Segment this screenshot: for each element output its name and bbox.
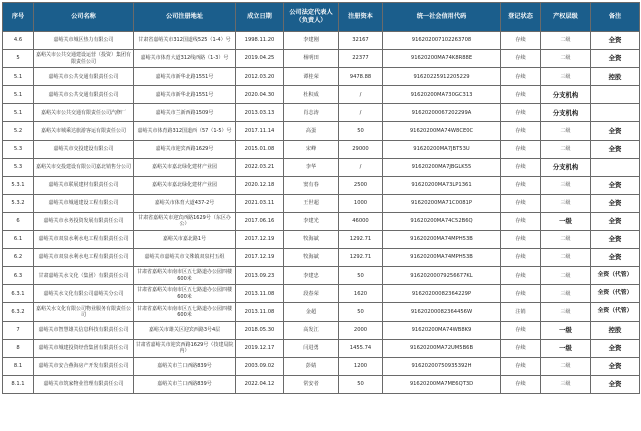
registered-capital-cell: 1000 xyxy=(339,194,383,212)
ownership-level-cell: 一级 xyxy=(541,321,591,339)
legal-representative-cell: 常安者 xyxy=(284,375,339,393)
registration-status-cell: 存续 xyxy=(501,375,541,393)
table-row xyxy=(3,32,640,50)
header-company-name: 公司名称 xyxy=(34,3,134,32)
company-address-cell: 嘉峪关市新华北路1551号 xyxy=(134,86,236,104)
row-index-cell: 6.3 xyxy=(3,267,34,285)
company-name-cell: 嘉峪关市交投建设有限公司嘉北销售分公司 xyxy=(34,158,134,176)
note-cell xyxy=(591,158,640,176)
company-address-cell: 嘉峪关市兰口西路839号 xyxy=(134,357,236,375)
company-address-cell: 甘肃省嘉峪关市312国道线525（1-4）号 xyxy=(134,32,236,50)
founded-date-cell: 2017.06.16 xyxy=(236,212,284,230)
legal-representative-cell: 窦有春 xyxy=(284,176,339,194)
table-row xyxy=(3,267,640,285)
legal-representative-cell: 李建刚 xyxy=(284,32,339,50)
ownership-level-cell: 二级 xyxy=(541,50,591,68)
row-index-cell: 5.3.1 xyxy=(3,176,34,194)
registration-status-cell: 存续 xyxy=(501,104,541,122)
company-name-cell: 嘉峪关市公共交通有限责任公司 xyxy=(34,86,134,104)
row-index-cell: 5.3 xyxy=(3,140,34,158)
founded-date-cell: 2019.04.25 xyxy=(236,50,284,68)
ownership-level-cell: 分支机构 xyxy=(541,86,591,104)
credit-code-cell: 91620200MA74K8R88E xyxy=(383,50,501,68)
founded-date-cell: 2020.04.30 xyxy=(236,86,284,104)
table-header-row xyxy=(3,3,640,32)
registration-status-cell: 注销 xyxy=(501,303,541,321)
credit-code-cell: 91620200MA74W8CE0C xyxy=(383,122,501,140)
company-table xyxy=(2,2,640,394)
legal-representative-cell: 王世超 xyxy=(284,194,339,212)
table-row xyxy=(3,303,640,321)
company-name-cell: 嘉峪关市联展建材有限责任公司 xyxy=(34,176,134,194)
company-address-cell: 甘肃省嘉峪关市迎宾西路1629号（东区办公） xyxy=(134,212,236,230)
table-row xyxy=(3,140,640,158)
row-index-cell: 4.6 xyxy=(3,32,34,50)
credit-code-cell: 91620200MA71C0081P xyxy=(383,194,501,212)
credit-code-cell: 91620200MA74MPH53B xyxy=(383,231,501,249)
note-cell: 全资 xyxy=(591,375,640,393)
ownership-level-cell: 三级 xyxy=(541,375,591,393)
note-cell: 全资 xyxy=(591,194,640,212)
note-cell: 控股 xyxy=(591,321,640,339)
ownership-level-cell: 二级 xyxy=(541,122,591,140)
ownership-level-cell: 二级 xyxy=(541,140,591,158)
registration-status-cell: 存续 xyxy=(501,194,541,212)
company-name-cell: 嘉峪关市公共交通有限责任公司 xyxy=(34,68,134,86)
registration-status-cell: 存续 xyxy=(501,231,541,249)
row-index-cell: 6.3.1 xyxy=(3,285,34,303)
legal-representative-cell: 彭婧 xyxy=(284,357,339,375)
registration-status-cell: 存续 xyxy=(501,357,541,375)
table-row xyxy=(3,104,640,122)
legal-representative-cell: 肖志涛 xyxy=(284,104,339,122)
table-row xyxy=(3,375,640,393)
ownership-level-cell: 二级 xyxy=(541,267,591,285)
note-cell xyxy=(591,104,640,122)
row-index-cell: 6.1 xyxy=(3,231,34,249)
registration-status-cell: 存续 xyxy=(501,339,541,357)
company-address-cell: 嘉峪关市迎宾西路1629号 xyxy=(134,140,236,158)
founded-date-cell: 2013.11.08 xyxy=(236,303,284,321)
founded-date-cell: 2012.03.20 xyxy=(236,68,284,86)
note-cell: 全资 xyxy=(591,32,640,50)
registered-capital-cell: 22377 xyxy=(339,50,383,68)
founded-date-cell: 2021.03.11 xyxy=(236,194,284,212)
note-cell: 全资 xyxy=(591,212,640,230)
registration-status-cell: 存续 xyxy=(501,50,541,68)
company-name-cell: 嘉峪关市城通建设工程有限公司 xyxy=(34,194,134,212)
ownership-level-cell: 分支机构 xyxy=(541,158,591,176)
company-address-cell: 嘉峪关市嘉北路1号 xyxy=(134,231,236,249)
company-name-cell: 嘉峪关水文化有限公司物业服务有限责任公司 xyxy=(34,303,134,321)
founded-date-cell: 2013.11.08 xyxy=(236,285,284,303)
note-cell: 全资 xyxy=(591,249,640,267)
founded-date-cell: 2020.12.18 xyxy=(236,176,284,194)
legal-representative-cell: 段春荣 xyxy=(284,285,339,303)
legal-representative-cell: 杜积成 xyxy=(284,86,339,104)
company-address-cell: 嘉峪关市嘉北绿化建材产业园 xyxy=(134,158,236,176)
registration-status-cell: 存续 xyxy=(501,285,541,303)
credit-code-cell: 91620200079256677KL xyxy=(383,267,501,285)
registration-status-cell: 存续 xyxy=(501,267,541,285)
note-cell: 全资 xyxy=(591,357,640,375)
header-address: 公司注册地址 xyxy=(134,3,236,32)
row-index-cell: 8 xyxy=(3,339,34,357)
legal-representative-cell: 高发江 xyxy=(284,321,339,339)
note-cell: 全资 xyxy=(591,140,640,158)
registration-status-cell: 存续 xyxy=(501,140,541,158)
table-row xyxy=(3,50,640,68)
table-row xyxy=(3,339,640,357)
founded-date-cell: 2022.04.12 xyxy=(236,375,284,393)
legal-representative-cell: 高蛋 xyxy=(284,122,339,140)
founded-date-cell: 2017.11.14 xyxy=(236,122,284,140)
credit-code-cell: 91620225912205229 xyxy=(383,68,501,86)
table-row xyxy=(3,357,640,375)
table-row xyxy=(3,176,640,194)
registration-status-cell: 存续 xyxy=(501,321,541,339)
registered-capital-cell: 1292.71 xyxy=(339,231,383,249)
header-credit-code: 统一社会信用代码 xyxy=(383,3,501,32)
credit-code-cell: 91620200MA73LP1361 xyxy=(383,176,501,194)
row-index-cell: 8.1.1 xyxy=(3,375,34,393)
row-index-cell: 5.2 xyxy=(3,122,34,140)
credit-code-cell: 91620200MA74MPH53B xyxy=(383,249,501,267)
founded-date-cell: 2003.09.02 xyxy=(236,357,284,375)
credit-code-cell: 91620200MA74C52B6Q xyxy=(383,212,501,230)
note-cell: 全资 xyxy=(591,122,640,140)
table-row xyxy=(3,122,640,140)
row-index-cell: 6.2 xyxy=(3,249,34,267)
company-address-cell: 甘肃省嘉峪关市迎宾西路1629号（技建局院内） xyxy=(134,339,236,357)
company-address-cell: 嘉峪关市体育大道437-2号 xyxy=(134,194,236,212)
header-level: 产权层级 xyxy=(541,3,591,32)
row-index-cell: 6 xyxy=(3,212,34,230)
founded-date-cell: 2018.05.30 xyxy=(236,321,284,339)
header-note: 备注 xyxy=(591,3,640,32)
credit-code-cell: 91620200750935392H xyxy=(383,357,501,375)
registered-capital-cell: 29000 xyxy=(339,140,383,158)
legal-representative-cell: 杨明田 xyxy=(284,50,339,68)
credit-code-cell: 91620200MA7ME6QT3D xyxy=(383,375,501,393)
registration-status-cell: 存续 xyxy=(501,158,541,176)
note-cell: 全资 xyxy=(591,231,640,249)
founded-date-cell: 1998.11.20 xyxy=(236,32,284,50)
registered-capital-cell: 50 xyxy=(339,375,383,393)
ownership-level-cell: 三级 xyxy=(541,285,591,303)
company-name-cell: 嘉峪关市城区热力有限公司 xyxy=(34,32,134,50)
company-name-cell: 嘉峪关市城建投资经营集团有限责任公司 xyxy=(34,339,134,357)
note-cell: 控股 xyxy=(591,68,640,86)
note-cell: 全资（代管） xyxy=(591,303,640,321)
registration-status-cell: 存续 xyxy=(501,212,541,230)
header-representative: 公司法定代表人（负责人） xyxy=(284,3,339,32)
company-address-cell: 嘉峪关市体育大道312线西路（1-3）号 xyxy=(134,50,236,68)
ownership-level-cell: 三级 xyxy=(541,176,591,194)
registered-capital-cell: 1620 xyxy=(339,285,383,303)
ownership-level-cell: 一级 xyxy=(541,339,591,357)
legal-representative-cell: 李建光 xyxy=(284,212,339,230)
registered-capital-cell: / xyxy=(339,104,383,122)
registered-capital-cell: 32167 xyxy=(339,32,383,50)
row-index-cell: 8.1 xyxy=(3,357,34,375)
company-address-cell: 嘉峪关市新华北路1551号 xyxy=(134,68,236,86)
ownership-level-cell: 二级 xyxy=(541,231,591,249)
legal-representative-cell: 金超 xyxy=(284,303,339,321)
ownership-level-cell: 三级 xyxy=(541,68,591,86)
note-cell: 全资 xyxy=(591,50,640,68)
company-name-cell: 嘉峪关市交投建设有限公司 xyxy=(34,140,134,158)
credit-code-cell: 91620200082364456W xyxy=(383,303,501,321)
ownership-level-cell: 三级 xyxy=(541,303,591,321)
ownership-level-cell: 二级 xyxy=(541,32,591,50)
registered-capital-cell: 46000 xyxy=(339,212,383,230)
table-row xyxy=(3,321,640,339)
company-name-cell: 嘉峪关市双泉水利水电工程有限责任公司 xyxy=(34,231,134,249)
header-date: 成立日期 xyxy=(236,3,284,32)
legal-representative-cell: 谭桂荣 xyxy=(284,68,339,86)
registered-capital-cell: 1455.74 xyxy=(339,339,383,357)
ownership-level-cell: 三级 xyxy=(541,194,591,212)
table-row xyxy=(3,285,640,303)
company-address-cell: 嘉峪关市雄关区迎宾西路3号4层 xyxy=(134,321,236,339)
table-row xyxy=(3,231,640,249)
row-index-cell: 6.3.2 xyxy=(3,303,34,321)
registered-capital-cell: 2000 xyxy=(339,321,383,339)
legal-representative-cell: 牧海斌 xyxy=(284,231,339,249)
table-row xyxy=(3,249,640,267)
registered-capital-cell: / xyxy=(339,158,383,176)
registration-status-cell: 存续 xyxy=(501,122,541,140)
row-index-cell: 5.3 xyxy=(3,158,34,176)
registered-capital-cell: 50 xyxy=(339,122,383,140)
company-address-cell: 甘肃省嘉峪关市南市区五七路道办公园四楼600米 xyxy=(134,267,236,285)
registered-capital-cell: 50 xyxy=(339,303,383,321)
registered-capital-cell: 1200 xyxy=(339,357,383,375)
table-row xyxy=(3,194,640,212)
ownership-level-cell: 二级 xyxy=(541,357,591,375)
founded-date-cell: 2022.03.21 xyxy=(236,158,284,176)
row-index-cell: 5.1 xyxy=(3,68,34,86)
table-row xyxy=(3,86,640,104)
row-index-cell: 5 xyxy=(3,50,34,68)
legal-representative-cell: 闫进勇 xyxy=(284,339,339,357)
registration-status-cell: 存续 xyxy=(501,86,541,104)
company-name-cell: 嘉峪关市水务投资发展有限责任公司 xyxy=(34,212,134,230)
registration-status-cell: 存续 xyxy=(501,176,541,194)
company-name-cell: 嘉峪关市城乘达旅游客运有限责任公司 xyxy=(34,122,134,140)
founded-date-cell: 2017.12.19 xyxy=(236,231,284,249)
founded-date-cell: 2013.09.23 xyxy=(236,267,284,285)
registration-status-cell: 存续 xyxy=(501,249,541,267)
company-address-cell: 嘉峪关市嘉北绿化建材产业园 xyxy=(134,176,236,194)
credit-code-cell: 91620200067202299A xyxy=(383,104,501,122)
founded-date-cell: 2019.12.17 xyxy=(236,339,284,357)
note-cell xyxy=(591,86,640,104)
founded-date-cell: 2013.03.13 xyxy=(236,104,284,122)
table-row xyxy=(3,158,640,176)
credit-code-cell: 91620200082364229P xyxy=(383,285,501,303)
row-index-cell: 5.1 xyxy=(3,86,34,104)
company-name-cell: 甘肃嘉峪关水文化（集团）有限责任公司 xyxy=(34,267,134,285)
header-capital: 注册资本 xyxy=(339,3,383,32)
legal-representative-cell: 宋峰 xyxy=(284,140,339,158)
company-address-cell: 嘉峪关市兰口西路839号 xyxy=(134,375,236,393)
company-name-cell: 嘉峪关市智慧雄关信息科技有限责任公司 xyxy=(34,321,134,339)
table-row xyxy=(3,212,640,230)
founded-date-cell: 2015.01.08 xyxy=(236,140,284,158)
registration-status-cell: 存续 xyxy=(501,68,541,86)
company-name-cell: 嘉峪关市双泉水利水电工程有限责任公司 xyxy=(34,249,134,267)
legal-representative-cell: 李建忠 xyxy=(284,267,339,285)
registered-capital-cell: 9478.88 xyxy=(339,68,383,86)
row-index-cell: 5.1 xyxy=(3,104,34,122)
company-address-cell: 嘉峪关市体育路312国道西（57（1-5）号 xyxy=(134,122,236,140)
company-name-cell: 嘉峪关市公共交通建设运营（投资）集团有限责任公司 xyxy=(34,50,134,68)
row-index-cell: 5.3.2 xyxy=(3,194,34,212)
company-address-cell: 嘉峪关市嘉峪关市文殊镇双泉村五组 xyxy=(134,249,236,267)
ownership-level-cell: 分支机构 xyxy=(541,104,591,122)
company-address-cell: 嘉峪关市兰新西路1509号 xyxy=(134,104,236,122)
legal-representative-cell: 牧海斌 xyxy=(284,249,339,267)
note-cell: 全资（代管） xyxy=(591,267,640,285)
note-cell: 全资 xyxy=(591,176,640,194)
header-status: 登记状态 xyxy=(501,3,541,32)
company-name-cell: 嘉峪关水文化有限公司嘉峪关分公司 xyxy=(34,285,134,303)
header-index: 序号 xyxy=(3,3,34,32)
credit-code-cell: 91620200MA72UM5B6B xyxy=(383,339,501,357)
company-name-cell: 嘉峪关市筑家物业管理有限责任公司 xyxy=(34,375,134,393)
company-name-cell: 嘉峪关市公共交通有限责任公司汽修厂 xyxy=(34,104,134,122)
company-name-cell: 嘉峪关市安合燕海房产开发有限责任公司 xyxy=(34,357,134,375)
founded-date-cell: 2017.12.19 xyxy=(236,249,284,267)
ownership-level-cell: 二级 xyxy=(541,249,591,267)
note-cell: 全资 xyxy=(591,339,640,357)
company-address-cell: 甘肃省嘉峪关市南市区五七路道办公园四楼600米 xyxy=(134,285,236,303)
registered-capital-cell: 50 xyxy=(339,267,383,285)
credit-code-cell: 916202007102263708 xyxy=(383,32,501,50)
registered-capital-cell: 1292.71 xyxy=(339,249,383,267)
registration-status-cell: 存续 xyxy=(501,32,541,50)
row-index-cell: 7 xyxy=(3,321,34,339)
legal-representative-cell: 李华 xyxy=(284,158,339,176)
ownership-level-cell: 一级 xyxy=(541,212,591,230)
credit-code-cell: 91620200MA7JBT53U xyxy=(383,140,501,158)
company-address-cell: 甘肃省嘉峪关市南市区五七路道办公园四楼600米 xyxy=(134,303,236,321)
table-row xyxy=(3,68,640,86)
credit-code-cell: 91620200MA74WB8K9 xyxy=(383,321,501,339)
credit-code-cell: 91620200MA7JBGLK55 xyxy=(383,158,501,176)
note-cell: 全资（代管） xyxy=(591,285,640,303)
registered-capital-cell: / xyxy=(339,86,383,104)
credit-code-cell: 91620200MA730GC313 xyxy=(383,86,501,104)
registered-capital-cell: 2500 xyxy=(339,176,383,194)
